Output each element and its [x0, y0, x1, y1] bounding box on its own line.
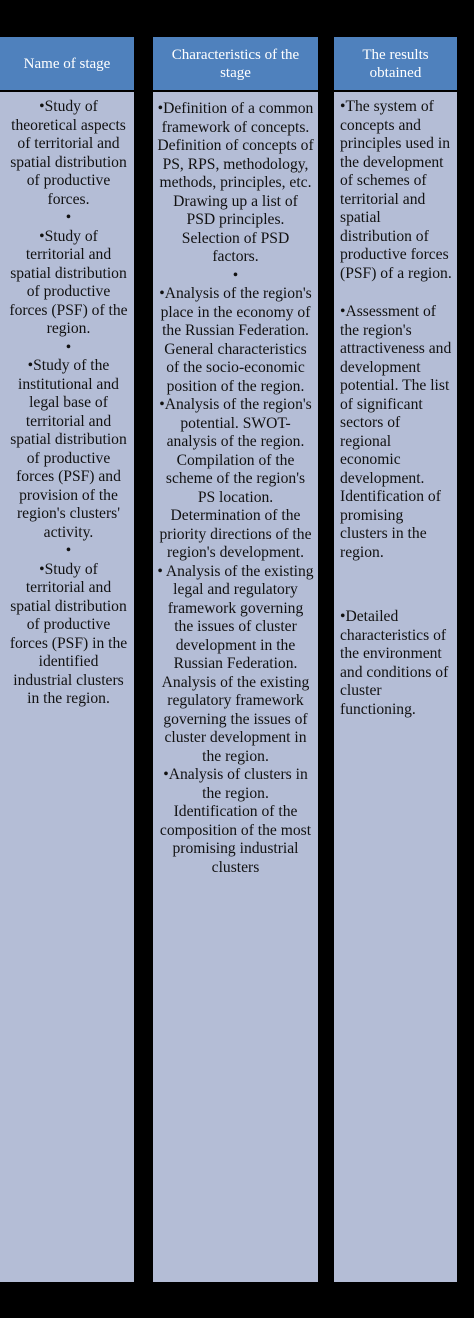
list-item: • [65, 209, 72, 226]
list-item: •Analysis of the region's place in the economy of the Russian Federation. [159, 285, 312, 339]
list-item: Selection of PSD factors. [181, 229, 290, 265]
list-item: •The system of concepts and principles used in the development of schemes of territorial and spatial distribution of productive forces (PSF) of a region. [340, 98, 452, 282]
list-item: • [65, 542, 72, 559]
column-body [153, 92, 318, 1282]
column-characteristics [153, 37, 318, 1282]
column-name-of-stage [0, 37, 134, 1282]
column-results [334, 37, 457, 1282]
list-item: • [232, 266, 239, 284]
list-item: • [65, 338, 72, 356]
column-body [334, 92, 457, 1282]
list-item: Identification of the composition of the most promising industrial clusters [159, 803, 312, 876]
list-item: •Study of territorial and spatial distribution of productive forces (PSF) of the region. [9, 227, 128, 337]
column-header: Characteristics of the stage [153, 37, 318, 90]
list-item: Compilation of the scheme of the region's PS location. [165, 451, 306, 506]
list-item: •Assessment of the region's attractiveness and development potential. The list of significant sectors of regional economic development. Identification of promising clusters in the region. [340, 303, 452, 561]
list-item: General characteristics of the socio-economic position of the region. [164, 340, 307, 395]
list-item: •Study of territorial and spatial distribution of productive forces (PSF) in the identified industrial clusters in the region. [9, 560, 128, 707]
list-item: •Definition of a common framework of concepts. [157, 100, 314, 136]
column-body [0, 92, 134, 1282]
list-item: • Analysis of the existing legal and regulatory framework governing the issues of cluster development in the Russian Federation. [157, 562, 314, 672]
list-item: •Analysis of the region's potential. SWOT-analysis of the region. [159, 396, 312, 450]
list-item: •Analysis of clusters in the region. [163, 766, 308, 802]
list-item: •Study of theoretical aspects of territorial and spatial distribution of productive forces. [10, 98, 127, 208]
column-header: Name of stage [0, 37, 134, 90]
list-item: Definition of concepts of PS, RPS, methodology, methods, principles, etc. Drawing up a list of PSD principles. [157, 137, 314, 228]
column-header: The results obtained [334, 37, 457, 90]
list-item: Determination of the priority directions of the region's development. [159, 507, 312, 561]
list-item: •Study of the institutional and legal base of territorial and spatial distribution of productive forces (PSF) and provision of the region's clusters' activity. [10, 357, 127, 541]
list-item: •Detailed characteristics of the environment and conditions of cluster functioning. [340, 608, 449, 718]
list-item: Analysis of the existing regulatory framework governing the issues of cluster development in the region. [161, 673, 310, 765]
